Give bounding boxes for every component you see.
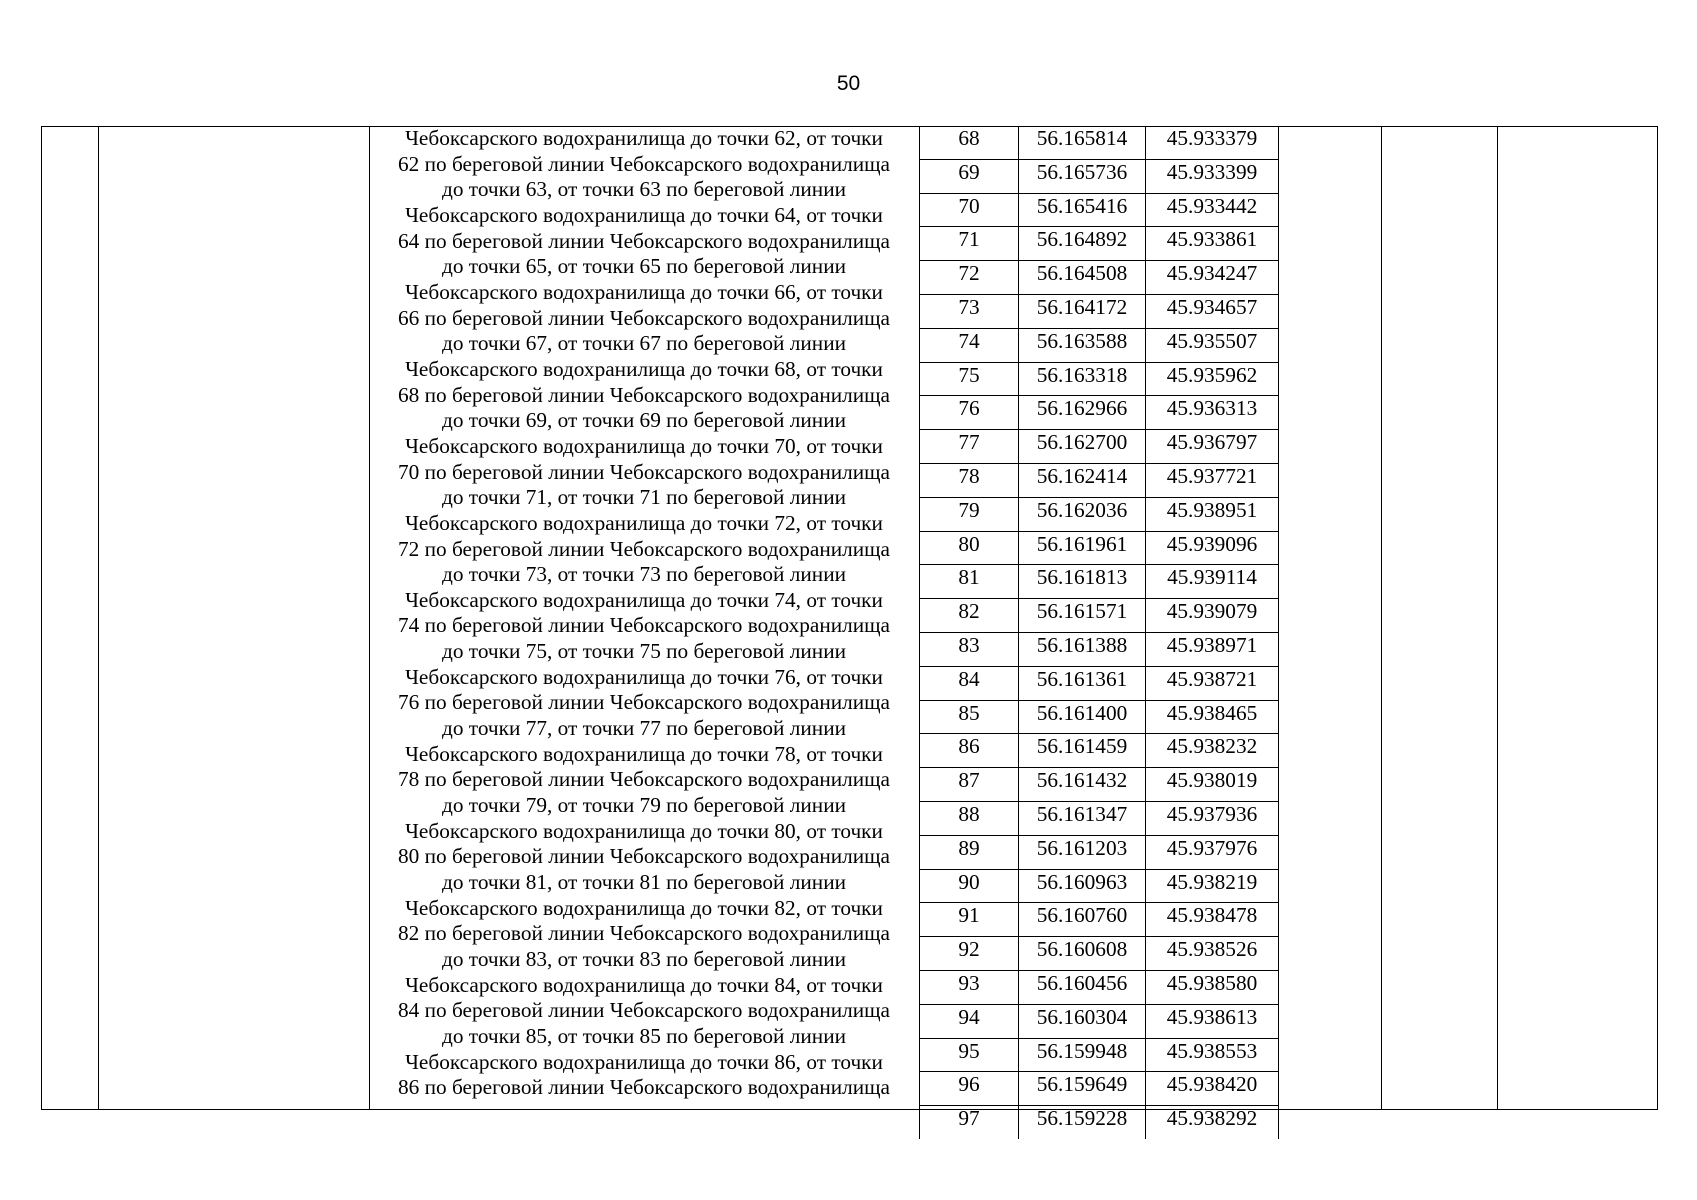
point-number-cell: 78 (920, 463, 1019, 497)
description-line: Чебоксарского водохранилища до точки 62, от точки (405, 126, 883, 150)
longitude-cell: 45.937976 (1146, 835, 1279, 869)
point-number-cell: 75 (920, 362, 1019, 396)
table-row (920, 869, 1279, 903)
description-line: 82 по береговой линии Чебоксарского водохранилища (397, 921, 891, 946)
point-number-cell: 83 (920, 632, 1019, 666)
table-row (920, 159, 1279, 193)
point-number-cell: 96 (920, 1072, 1019, 1106)
table-row (920, 1004, 1279, 1038)
longitude-cell: 45.938478 (1146, 903, 1279, 937)
table-row (920, 1072, 1279, 1106)
table-row (920, 937, 1279, 971)
description-line: до точки 73, от точки 73 по береговой линии (441, 562, 846, 587)
longitude-cell: 45.939079 (1146, 599, 1279, 633)
table-row (920, 1106, 1279, 1139)
latitude-cell: 56.161571 (1019, 599, 1146, 633)
description-line: 70 по береговой линии Чебоксарского водохранилища (397, 459, 891, 484)
latitude-cell: 56.164172 (1019, 294, 1146, 328)
description-line: 86 по береговой линии Чебоксарского водохранилища (397, 1075, 891, 1100)
description-line: Чебоксарского водохранилища до точки 70, от точки (405, 433, 883, 458)
longitude-cell: 45.933861 (1146, 227, 1279, 261)
description-line: до точки 63, от точки 63 по береговой линии (441, 177, 846, 202)
point-number-cell: 95 (920, 1038, 1019, 1072)
table-row (920, 531, 1279, 565)
table-row (920, 497, 1279, 531)
description-line: Чебоксарского водохранилища до точки 72, от точки (405, 510, 883, 535)
longitude-cell: 45.937721 (1146, 463, 1279, 497)
table-row (920, 261, 1279, 295)
point-number-cell: 68 (920, 126, 1019, 159)
latitude-cell: 56.162036 (1019, 497, 1146, 531)
point-number-cell: 90 (920, 869, 1019, 903)
column-divider (98, 126, 99, 1110)
longitude-cell: 45.938019 (1146, 768, 1279, 802)
longitude-cell: 45.935507 (1146, 328, 1279, 362)
table-row (920, 328, 1279, 362)
point-number-cell: 73 (920, 294, 1019, 328)
description-line: 80 по береговой линии Чебоксарского водохранилища (397, 844, 891, 869)
point-number-cell: 79 (920, 497, 1019, 531)
point-number-cell: 81 (920, 565, 1019, 599)
latitude-cell: 56.162700 (1019, 430, 1146, 464)
point-number-cell: 94 (920, 1004, 1019, 1038)
table-row (920, 227, 1279, 261)
table-row (920, 126, 1279, 159)
longitude-cell: 45.938232 (1146, 734, 1279, 768)
description-line: до точки 67, от точки 67 по береговой линии (441, 331, 846, 356)
latitude-cell: 56.165416 (1019, 193, 1146, 227)
description-line: 66 по береговой линии Чебоксарского водохранилища (397, 305, 891, 330)
longitude-cell: 45.938721 (1146, 666, 1279, 700)
description-line: до точки 83, от точки 83 по береговой линии (441, 947, 846, 971)
table-row (920, 700, 1279, 734)
latitude-cell: 56.160963 (1019, 869, 1146, 903)
description-line: Чебоксарского водохранилища до точки 80, от точки (405, 818, 883, 843)
description-line: Чебоксарского водохранилища до точки 68, от точки (405, 356, 883, 381)
table-row (920, 463, 1279, 497)
point-number-cell: 70 (920, 193, 1019, 227)
point-number-cell: 74 (920, 328, 1019, 362)
point-number-cell: 77 (920, 430, 1019, 464)
boundary-description (370, 126, 918, 1110)
longitude-cell: 45.938951 (1146, 497, 1279, 531)
point-number-cell: 87 (920, 768, 1019, 802)
description-line: 78 по береговой линии Чебоксарского водохранилища (397, 767, 891, 792)
description-line: до точки 69, от точки 69 по береговой линии (441, 408, 846, 433)
table-row (920, 599, 1279, 633)
table-row (920, 1038, 1279, 1072)
latitude-cell: 56.161459 (1019, 734, 1146, 768)
description-line: 72 по береговой линии Чебоксарского водохранилища (397, 536, 891, 561)
point-number-cell: 91 (920, 903, 1019, 937)
latitude-cell: 56.165814 (1019, 126, 1146, 159)
longitude-cell: 45.938580 (1146, 970, 1279, 1004)
description-line: Чебоксарского водохранилища до точки 66, от точки (405, 279, 883, 304)
table-row (920, 193, 1279, 227)
latitude-cell: 56.161813 (1019, 565, 1146, 599)
latitude-cell: 56.162966 (1019, 396, 1146, 430)
description-line: до точки 77, от точки 77 по береговой линии (441, 716, 846, 741)
point-number-cell: 89 (920, 835, 1019, 869)
longitude-cell: 45.938526 (1146, 937, 1279, 971)
table-row (920, 801, 1279, 835)
longitude-cell: 45.934247 (1146, 261, 1279, 295)
latitude-cell: 56.163588 (1019, 328, 1146, 362)
description-line: 84 по береговой линии Чебоксарского водохранилища (397, 998, 891, 1023)
longitude-cell: 45.938219 (1146, 869, 1279, 903)
latitude-cell: 56.160456 (1019, 970, 1146, 1004)
table-row (920, 970, 1279, 1004)
longitude-cell: 45.936797 (1146, 430, 1279, 464)
point-number-cell: 80 (920, 531, 1019, 565)
description-line: Чебоксарского водохранилища до точки 82, от точки (405, 895, 883, 920)
longitude-cell: 45.938420 (1146, 1072, 1279, 1106)
description-line: до точки 71, от точки 71 по береговой линии (441, 485, 846, 510)
longitude-cell: 45.936313 (1146, 396, 1279, 430)
latitude-cell: 56.161400 (1019, 700, 1146, 734)
longitude-cell: 45.938613 (1146, 1004, 1279, 1038)
description-line: 64 по береговой линии Чебоксарского водохранилища (397, 228, 891, 253)
table-row (920, 565, 1279, 599)
point-number-cell: 86 (920, 734, 1019, 768)
longitude-cell: 45.935962 (1146, 362, 1279, 396)
description-line: Чебоксарского водохранилища до точки 84, от точки (405, 972, 883, 997)
longitude-cell: 45.938553 (1146, 1038, 1279, 1072)
description-line: до точки 65, от точки 65 по береговой линии (441, 254, 846, 279)
latitude-cell: 56.159649 (1019, 1072, 1146, 1106)
description-line: до точки 85, от точки 85 по береговой линии (441, 1023, 846, 1048)
description-line: Чебоксарского водохранилища до точки 74, от точки (405, 587, 883, 612)
latitude-cell: 56.164892 (1019, 227, 1146, 261)
point-number-cell: 69 (920, 159, 1019, 193)
point-number-cell: 93 (920, 970, 1019, 1004)
latitude-cell: 56.160304 (1019, 1004, 1146, 1038)
latitude-cell: 56.162414 (1019, 463, 1146, 497)
latitude-cell: 56.161203 (1019, 835, 1146, 869)
latitude-cell: 56.159948 (1019, 1038, 1146, 1072)
table-row (920, 430, 1279, 464)
table-row (920, 362, 1279, 396)
longitude-cell: 45.938292 (1146, 1106, 1279, 1139)
latitude-cell: 56.164508 (1019, 261, 1146, 295)
description-line: Чебоксарского водохранилища до точки 64, от точки (405, 202, 883, 227)
latitude-cell: 56.161361 (1019, 666, 1146, 700)
longitude-cell: 45.939114 (1146, 565, 1279, 599)
description-line: 76 по береговой линии Чебоксарского водохранилища (397, 690, 891, 715)
point-number-cell: 88 (920, 801, 1019, 835)
longitude-cell: 45.934657 (1146, 294, 1279, 328)
latitude-cell: 56.159228 (1019, 1106, 1146, 1139)
point-number-cell: 97 (920, 1106, 1019, 1139)
latitude-cell: 56.160760 (1019, 903, 1146, 937)
description-line: до точки 79, от точки 79 по береговой линии (441, 793, 846, 818)
longitude-cell: 45.933399 (1146, 159, 1279, 193)
point-number-cell: 72 (920, 261, 1019, 295)
longitude-cell: 45.933379 (1166, 126, 1258, 150)
description-line: до точки 81, от точки 81 по береговой линии (441, 870, 846, 895)
point-number-cell: 84 (920, 666, 1019, 700)
latitude-cell: 56.165736 (1019, 159, 1146, 193)
column-divider (1497, 126, 1498, 1110)
description-line: до точки 75, от точки 75 по береговой линии (441, 639, 846, 664)
table-row (920, 835, 1279, 869)
description-line: Чебоксарского водохранилища до точки 78, от точки (405, 741, 883, 766)
longitude-cell: 45.939096 (1146, 531, 1279, 565)
longitude-cell: 45.938465 (1146, 700, 1279, 734)
point-number-cell: 82 (920, 599, 1019, 633)
coordinates-table (919, 126, 1279, 1139)
table-row (920, 632, 1279, 666)
description-line: 68 по береговой линии Чебоксарского водохранилища (397, 382, 891, 407)
point-number-cell: 76 (920, 396, 1019, 430)
point-number-cell: 85 (920, 700, 1019, 734)
table-row (920, 768, 1279, 802)
table-row (920, 666, 1279, 700)
table-row (920, 903, 1279, 937)
longitude-cell: 45.937936 (1146, 801, 1279, 835)
latitude-cell: 56.160608 (1019, 937, 1146, 971)
table-row (920, 396, 1279, 430)
latitude-cell: 56.161388 (1019, 632, 1146, 666)
table-row (920, 734, 1279, 768)
description-line: Чебоксарского водохранилища до точки 86, от точки (405, 1049, 883, 1074)
latitude-cell: 56.161347 (1019, 801, 1146, 835)
column-divider (1381, 126, 1382, 1110)
table-row (920, 294, 1279, 328)
description-line: Чебоксарского водохранилища до точки 76, от точки (405, 664, 883, 689)
point-number-cell: 92 (920, 937, 1019, 971)
page-number: 50 (836, 72, 861, 95)
latitude-cell: 56.163318 (1019, 362, 1146, 396)
description-line: 62 по береговой линии Чебоксарского водохранилища (397, 151, 891, 176)
longitude-cell: 45.938971 (1146, 632, 1279, 666)
latitude-cell: 56.161432 (1019, 768, 1146, 802)
point-number-cell: 71 (920, 227, 1019, 261)
latitude-cell: 56.161961 (1019, 531, 1146, 565)
description-line: 74 по береговой линии Чебоксарского водохранилища (397, 613, 891, 638)
longitude-cell: 45.933442 (1146, 193, 1279, 227)
